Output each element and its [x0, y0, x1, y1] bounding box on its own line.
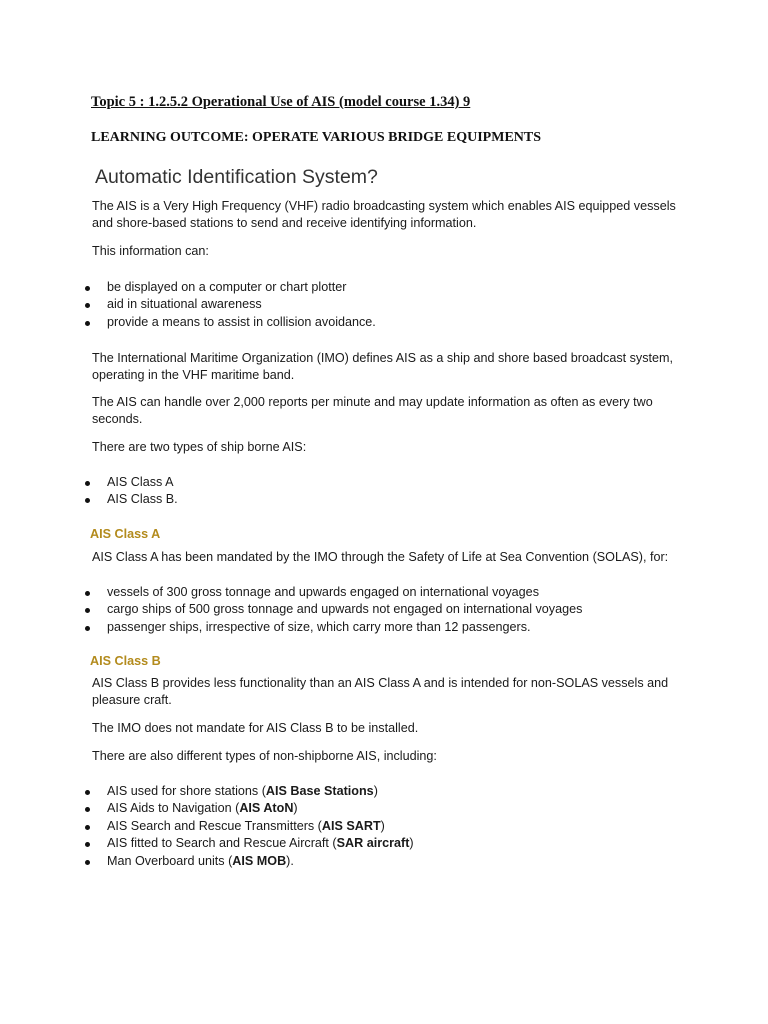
list-item: passenger ships, irrespective of size, which carry more than 12 passengers. — [0, 619, 582, 636]
bullet-icon — [85, 626, 90, 631]
intro-paragraph: The AIS is a Very High Frequency (VHF) radio broadcasting system which enables AIS equipped vessels and shore-based stations to send and receive identifying information. — [92, 199, 676, 230]
list-item: AIS Class B. — [0, 491, 178, 508]
bullet-icon — [85, 591, 90, 596]
bullet-icon — [85, 321, 90, 326]
bullet-icon — [85, 860, 90, 865]
class-a-list — [0, 584, 582, 636]
info-bullet-list — [0, 279, 376, 331]
bullet-icon — [85, 825, 90, 830]
class-a-paragraph: AIS Class A has been mandated by the IMO through the Safety of Life at Sea Convention (SOLAS), for: — [92, 550, 669, 564]
imo-mandate-paragraph: The IMO does not mandate for AIS Class B to be installed. — [92, 721, 419, 735]
topic-title: Topic 5 : 1.2.5.2 Operational Use of AIS (model course 1.34) 9 — [91, 94, 471, 110]
list-item: cargo ships of 500 gross tonnage and upwards not engaged on international voyages — [0, 601, 582, 618]
list-item: AIS Search and Rescue Transmitters (AIS SART) — [0, 818, 414, 835]
bullet-icon — [85, 842, 90, 847]
learning-outcome: LEARNING OUTCOME: OPERATE VARIOUS BRIDGE EQUIPMENTS — [91, 130, 542, 145]
bullet-icon — [85, 790, 90, 795]
types-paragraph: There are two types of ship borne AIS: — [92, 440, 307, 454]
list-item: AIS Aids to Navigation (AIS AtoN) — [0, 800, 414, 817]
bullet-icon — [85, 807, 90, 812]
class-b-heading: AIS Class B — [90, 654, 161, 668]
main-heading: Automatic Identification System? — [95, 166, 378, 188]
list-item: be displayed on a computer or chart plotter — [0, 279, 376, 296]
bullet-icon — [85, 481, 90, 486]
bullet-icon — [85, 303, 90, 308]
list-item: AIS Class A — [0, 474, 178, 491]
class-a-heading: AIS Class A — [90, 527, 161, 541]
list-item: aid in situational awareness — [0, 296, 376, 313]
class-b-paragraph: AIS Class B provides less functionality than an AIS Class A and is intended for non-SOLAS vessels and pleasure craft. — [92, 676, 669, 707]
bullet-icon — [85, 498, 90, 503]
list-item: Man Overboard units (AIS MOB). — [0, 853, 414, 870]
list-item: AIS fitted to Search and Rescue Aircraft (SAR aircraft) — [0, 835, 414, 852]
list-item: AIS used for shore stations (AIS Base Stations) — [0, 783, 414, 800]
bullet-icon — [85, 286, 90, 291]
list-item: vessels of 300 gross tonnage and upwards engaged on international voyages — [0, 584, 582, 601]
non-shipborne-list — [0, 783, 414, 870]
list-item: provide a means to assist in collision avoidance. — [0, 314, 376, 331]
non-shipborne-paragraph: There are also different types of non-shipborne AIS, including: — [92, 749, 437, 763]
info-can-paragraph: This information can: — [92, 244, 209, 258]
bullet-icon — [85, 608, 90, 613]
reports-paragraph: The AIS can handle over 2,000 reports per minute and may update information as often as every two seconds. — [92, 395, 653, 426]
ais-types-list — [0, 474, 178, 509]
imo-paragraph: The International Maritime Organization (IMO) defines AIS as a ship and shore based broadcast system, operating in the VHF maritime band. — [92, 351, 673, 382]
